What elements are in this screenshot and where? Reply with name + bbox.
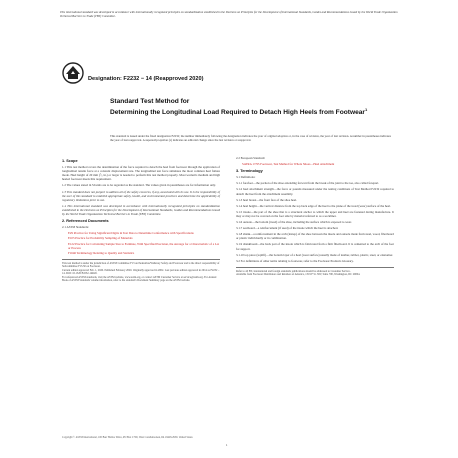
reference-link-e29[interactable]: E29 Practice for Using Significant Digits in Test Data to Determine Conformance with Specifications [68,231,194,236]
para-1-2: 1.2 The values stated in SI units are to be regarded as the standard. The values given in parentheses are for information only. [62,183,216,188]
footnote-1b-text: Current edition approved Feb. 1, 2020. Published February 2020. Originally approved in 2002. Last previous edition approved in 2014 as F2232 – 14. DOI: 10.1520/F2232-14R20. [62,268,220,276]
references-heading: 2. Referenced Documents [62,219,109,224]
reference-link-e122[interactable]: E122 Practice for Calculating Sample Size to Estimate, With Specified Precision, the Average for a Characteristic of a Lot or Process [68,241,220,250]
para-1-3: 1.3 This standard does not purport to address all of the safety concerns, if any, associated with its use. It is the responsibility of the user of this standard to establish appropriate safety, health, and environmental practices and determine the applicability of regulatory limitations prior to use. [62,189,220,202]
scope-heading: 1. Scope [62,159,78,163]
term-shankboard: 3.1.9 shankboard—the back part of the insole which is fabricated from a firm fiberboard. It is cemented to the arch of the foot for support. [236,242,394,251]
page-number: 1 [226,443,228,447]
document-title-text: Determining the Longitudinal Load Required to Detach High Heels from Footwear [110,109,365,117]
footnote-3-text: Refer to all EN, international and foreign standards publications should be addressed to Customer Service. [236,269,351,273]
designation: Designation: F2232 − 14 (Reapproved 2020) [88,76,204,82]
term-seatboard: 3.1.7 seatboard—a reinforcement (if used) of the insole which the heel is attached. [236,226,339,231]
left-column [62,156,220,283]
issued-note: This standard is issued under the fixed designation F2232; the number immediately following the designation indicates the year of original adoption or, in the case of revision, the year of last revision. A number in parentheses indicates the year of last reapproval. A superscript epsilon (ε) indicates an editorial change since the last revision or reapproval. [110,134,391,142]
reference-link-e105[interactable]: E105 Practice for Probability Sampling of Materials [68,236,133,241]
para-2-2: 2.2 European Standard: [236,156,266,160]
term-heel-height: 3.1.4 heel height—the vertical distance from the top back edge of the heel to the plane of the tread (wear) surface of the heel. [236,203,391,208]
term-heel-attachment-strength: 3.1.2 heel attachment strength—the force or pounds measured under the testing conditions of Test Method F2232 required to detach the heel from the attachment assembly. [236,187,394,196]
footnote-right [236,267,394,277]
standard-label: Standard Test Method for [110,98,190,105]
para-2-1: 2.1 ASTM Standards: [62,225,89,230]
footnote-4-text: Available from Footwear Distributors and Retailers of America, 1319 F St. NW, Suite 700, Washington, DC 20004. [236,273,361,277]
footnote-1 [62,259,220,283]
term-heel-breast: 3.1.3 heel breast—the front face of the shoe heel. [236,197,297,202]
reference-link-satra[interactable]: SATRA 17/95 Footwear, Test Method for Whole Shoes—Heel Attachment [242,162,335,167]
term-forefoot: 3.1.1 forefoot—the portion of the shoe extending forward from the break of the joint to the toe, also called forepart. [236,181,380,186]
copyright-line: Copyright © ASTM International, 100 Barr Harbor Drive, PO Box C700, West Conshohocken, PA 19428-2959. United States [62,436,193,439]
reference-link-f1646[interactable]: F1646 Terminology Relating to Quality and Statistics [68,250,135,255]
term-insole: 3.1.5 insole—the part of the shoe that is a structural anchor to which the upper and heel are fastened during manufacture. It may or may not be covered on the foot side by material referred to as a sockliner. [236,209,394,218]
para-1-1: 1.1 This test method covers the determination of the force required to detach the heel from footwear through the application of longitudinal tensile force at a constant displacement rate. The longitudinal test force simulates the most common heel failure mode. Heel height of 20 mm (⁷⁄₈ in.) or larger is needed to perform this test method properly. Most women's medium and high heeled footwear meets this requirement. [62,165,220,182]
terminology-heading: 3. Terminology [236,169,263,174]
term-outsole: 3.1.6 outsole—the bottom (tread) of the shoe, including the surface which is exposed to wear. [236,220,352,225]
title-footnote-mark: 1 [364,107,368,112]
wto-notice: This international standard was developed in accordance with internationally recognized principles on standardization established in the Decision on Principles for the Development of International Standards, Guides and Recommendations issued by the World Trade Organization Technical Barriers to Trade (TBT) Committee. [60,10,398,18]
term-top-piece: 3.1.10 top piece (toplift)—the bottom layer of a heel (wear surface) usually made of leather, rubber, plastic, steel, or elastomer. [236,252,393,257]
para-1-4: 1.4 This international standard was developed in accordance with internationally recognized principles on standardization established in the Decision on Principles for the Development of International Standards, Guides and Recommendations issued by the World Trade Organization Technical Barriers to Trade (TBT) Committee. [62,203,220,217]
reference-list [62,231,220,254]
footnote-2-text: For referenced ASTM standards, visit the ASTM website, www.astm.org, or contact ASTM Customer Service at service@astm.org. For Annual Book of ASTM Standards volume information, refer to the standard's Document Summary page on the ASTM website. [62,275,217,283]
para-3-2: 3.2 For definitions of other terms relating to footwear, refer to the Footwear Products Glossary. [236,258,354,263]
term-shank: 3.1.8 shank—a reinforcement in the arch (instep) of the shoe between the insole and outsole made from steel, wood, fiberboard or plastic individually or in combination. [236,232,394,241]
right-column [236,156,394,277]
document-title [110,106,380,117]
para-3-1: 3.1 Definitions: [236,175,256,180]
astm-logo-icon [62,62,84,84]
footnote-1-text: This test method is under the jurisdiction of ASTM Committee F13 on Pedestrian/Walkway Safety and Footwear and is the direct responsibility of Subcommittee F13.30 on Footwear. [62,261,220,269]
